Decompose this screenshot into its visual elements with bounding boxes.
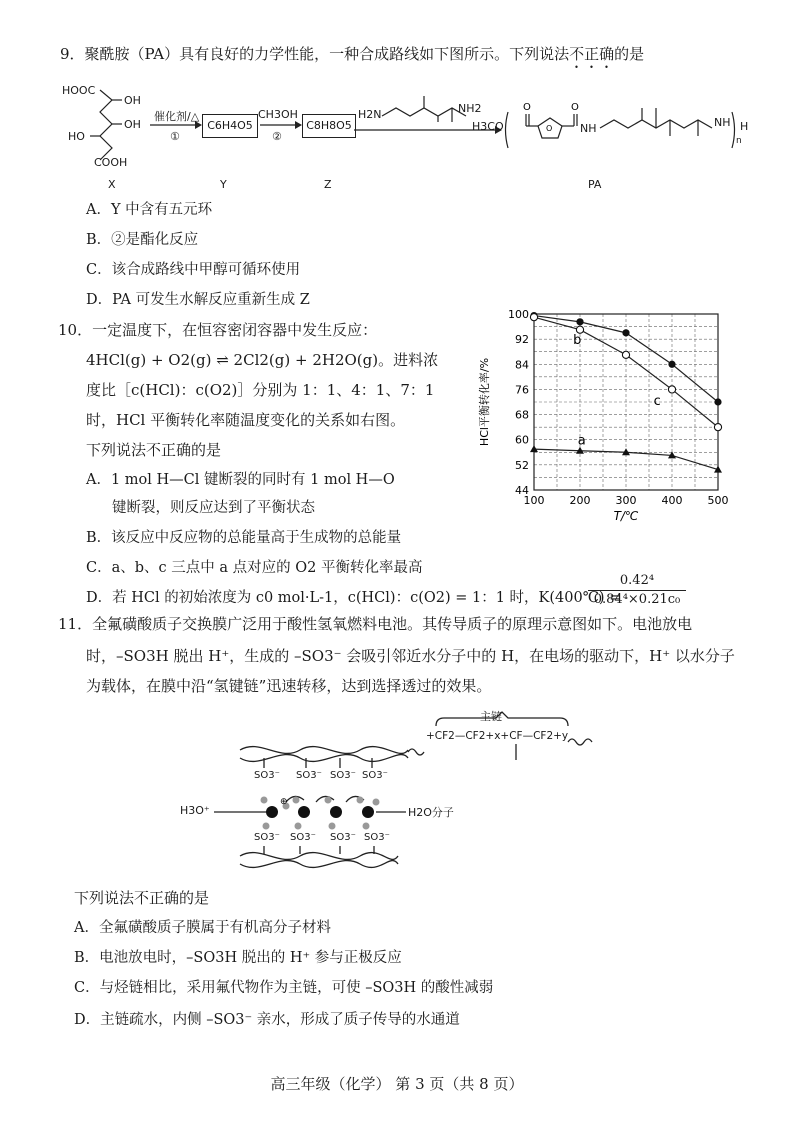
arrow1-reagent: 催化剂/△ <box>154 110 200 123</box>
arrow2-step: ② <box>272 130 282 143</box>
svg-text:⊕: ⊕ <box>280 797 288 807</box>
q11-option-a: A．全氟磺酸质子膜属于有机高分子材料 <box>74 920 331 936</box>
y-tick-label: 52 <box>515 458 529 472</box>
so3-top-3: SO3⁻ <box>330 770 356 781</box>
x-group-1: HOOC <box>62 84 96 97</box>
x-group-2: OH <box>124 94 141 107</box>
page-footer: 高三年级（化学） 第 3 页（共 8 页） <box>270 1075 524 1093</box>
q9-stem <box>60 44 644 72</box>
label-x: X <box>108 178 116 191</box>
label-pa: PA <box>588 178 602 191</box>
q10-stem-line-1 <box>58 320 377 340</box>
arrow1-step: ① <box>170 130 180 143</box>
label-z: Z <box>324 178 332 191</box>
x-tick-label: 100 <box>523 494 545 507</box>
y-tick-label: 92 <box>515 333 529 347</box>
q10-option-b: B．该反应中反应物的总能量高于生成物的总能量 <box>86 530 402 546</box>
so3-bottom-3: SO3⁻ <box>330 832 356 843</box>
series-1-point <box>576 318 583 325</box>
q9-scheme-drawing <box>60 78 760 198</box>
main-chain-formula: +CF2—CF2+x+CF—CF2+y <box>426 730 569 742</box>
x-tick-label: 500 <box>707 494 729 507</box>
label-y: Y <box>220 178 227 191</box>
q10-stem-line-4: 时，HCl 平衡转化率随温度变化的关系如右图。 <box>86 411 406 429</box>
y-tick-label: 76 <box>515 383 529 397</box>
pa-h-end: H <box>740 120 749 133</box>
y-tick-label: 60 <box>515 433 529 447</box>
q10-stem-text-1: 一定温度下，在恒容密闭容器中发生反应： <box>92 321 378 339</box>
x-axis-label: T/℃ <box>613 509 639 523</box>
point-annotation: b <box>573 332 582 348</box>
q10-formula-denominator: 0.84⁴×0.21c₀ <box>593 592 681 607</box>
q11-stem-line-3: 为载体，在膜中沿“氢键链”迅速转移，达到选择透过的效果。 <box>86 677 492 695</box>
y-tick-label: 44 <box>515 484 529 497</box>
q9-option-a: A．Y 中含有五元环 <box>86 202 213 218</box>
series-2-point <box>530 314 537 321</box>
so3-top-4: SO3⁻ <box>362 770 388 781</box>
hydronium-label: H3O⁺ <box>180 804 210 817</box>
water-molecule-label: H2O分子 <box>408 806 454 819</box>
q9-option-b: B．②是酯化反应 <box>86 232 199 248</box>
so3-bottom-1: SO3⁻ <box>254 832 280 843</box>
main-chain-label: 主链 <box>480 710 502 723</box>
series-2-point <box>714 424 721 431</box>
so3-top-1: SO3⁻ <box>254 770 280 781</box>
q11-number: 11． <box>58 615 93 633</box>
q10-stem-line-5: 下列说法不正确的是 <box>86 441 222 459</box>
q10-formula-numerator: 0.42⁴ <box>588 572 686 591</box>
series-2-point <box>668 386 675 393</box>
q11-stem-line-2: 时，–SO3H 脱出 H⁺，生成的 –SO3⁻ 会吸引邻近水分子中的 H，在电场的驱动下，H⁺ 以水分子 <box>86 647 735 665</box>
q10-option-a: A．1 mol H—Cl 键断裂的同时有 1 mol H—O <box>86 472 395 488</box>
q10-number: 10． <box>58 321 93 339</box>
q10-formula <box>588 572 686 609</box>
series-1-point <box>622 329 629 336</box>
q11-stem-line-1 <box>58 614 692 634</box>
svg-text:O: O <box>571 102 579 113</box>
q11-membrane-diagram <box>180 706 620 882</box>
svg-text:O: O <box>523 102 531 113</box>
x-tick-label: 300 <box>615 494 637 507</box>
pa-nh-1: NH <box>580 122 597 135</box>
series-1-point <box>714 398 721 405</box>
q10-stem-line-3: 度比［c(HCl)：c(O2)］分别为 1：1、4：1、7：1 <box>86 381 435 399</box>
x-group-4: HO <box>68 130 85 143</box>
q10-option-a-cont: 键断裂，则反应达到了平衡状态 <box>112 500 315 516</box>
svg-text:O: O <box>546 124 553 133</box>
so3-bottom-4: SO3⁻ <box>364 832 390 843</box>
q9-stem-emphasis: 不正确 <box>569 45 615 63</box>
point-annotation: a <box>577 433 586 449</box>
x-tick-label: 400 <box>661 494 683 507</box>
q9-reaction-scheme <box>60 78 760 198</box>
y-tick-label: 68 <box>515 408 529 422</box>
q9-option-c: C．该合成路线中甲醇可循环使用 <box>86 262 301 278</box>
y-tick-label: 84 <box>515 358 529 372</box>
amine-left-group: H2N <box>358 108 382 121</box>
q11-option-d: D．主链疏水，内侧 –SO3⁻ 亲水，形成了质子传导的水通道 <box>74 1012 460 1028</box>
q10-chart <box>460 304 730 524</box>
q10-option-c: C．a、b、c 三点中 a 点对应的 O2 平衡转化率最高 <box>86 560 423 576</box>
x-tick-label: 200 <box>569 494 591 507</box>
point-annotation: c <box>653 394 661 410</box>
q9-option-d: D．PA 可发生水解反应重新生成 Z <box>86 292 310 308</box>
q11-prompt: 下列说法不正确的是 <box>74 889 210 907</box>
q10-stem-line-2: 4HCl(g) + O2(g) ⇌ 2Cl2(g) + 2H2O(g)。进料浓 <box>86 351 439 369</box>
series-2-point <box>622 351 629 358</box>
q9-stem-text: 聚酰胺（PA）具有良好的力学性能，一种合成路线如下图所示。下列说法 <box>84 45 570 63</box>
y-tick-label: 100 <box>508 308 529 321</box>
y-axis-label: HCl平衡转化率/% <box>478 357 491 447</box>
pa-methoxy: H3CO <box>472 120 504 133</box>
pa-nh-2: NH <box>714 116 731 129</box>
q9-number: 9． <box>60 45 85 63</box>
x-group-3: OH <box>124 118 141 131</box>
q10-option-d: D．若 HCl 的初始浓度为 c0 mol·L-1，c(HCl)：c(O2) = 1：1 时，K(400℃) = <box>86 590 622 606</box>
q11-option-c: C．与烃链相比，采用氟代物作为主链，可使 –SO3H 的酸性减弱 <box>74 980 494 996</box>
arrow2-reagent: CH3OH <box>258 108 298 121</box>
q11-stem-text-1: 全氟磺酸质子交换膜广泛用于酸性氢氧燃料电池。其传导质子的原理示意图如下。电池放电 <box>92 615 693 633</box>
pa-n: n <box>736 136 742 146</box>
series-1-point <box>668 361 675 368</box>
q9-stem-tail: 的是 <box>614 45 645 63</box>
hcl-conversion-chart <box>460 304 730 524</box>
so3-bottom-2: SO3⁻ <box>290 832 316 843</box>
x-group-5: COOH <box>94 156 128 169</box>
box-y-formula: C6H4O5 <box>202 114 258 138</box>
box-z-formula: C8H8O5 <box>302 114 356 138</box>
amine-right-group: NH2 <box>458 102 482 115</box>
q11-option-b: B．电池放电时，–SO3H 脱出的 H⁺ 参与正极反应 <box>74 950 402 966</box>
so3-top-2: SO3⁻ <box>296 770 322 781</box>
